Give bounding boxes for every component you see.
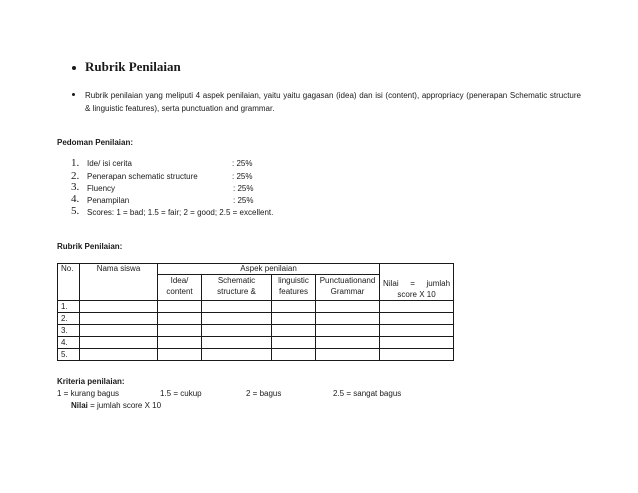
cell-nilai: [380, 325, 454, 337]
subheader-line: features: [279, 287, 308, 297]
cell-nilai: [380, 301, 454, 313]
kriteria-item: 2 = bagus: [246, 389, 282, 398]
header-no: No.: [58, 264, 80, 301]
list-item-label: Penerapan schematic structure: [87, 172, 198, 181]
cell-score: [316, 325, 380, 337]
cell-score: [316, 301, 380, 313]
row-number: 2.: [58, 313, 80, 325]
list-item-label: Scores: 1 = bad; 1.5 = fair; 2 = good; 2.5 = excellent.: [87, 208, 274, 217]
cell-score: [272, 313, 316, 325]
cell-nilai: [380, 337, 454, 349]
subheader-punctuation-grammar: [316, 275, 380, 301]
list-item-label: Penampilan: [87, 196, 130, 205]
kriteria-nilai-formula: = jumlah score X 10: [87, 401, 162, 410]
header-nilai: [380, 264, 454, 301]
cell-score: [316, 337, 380, 349]
cell-nama: [80, 337, 158, 349]
cell-nama: [80, 349, 158, 361]
cell-score: [202, 349, 272, 361]
nilai-jumlah: jumlah: [426, 279, 451, 288]
header-nama-siswa: Nama siswa: [80, 264, 158, 301]
bullet-dot: [72, 66, 76, 70]
list-item-value: : 25%: [232, 159, 253, 168]
subheader-line: content: [166, 287, 193, 297]
cell-nama: [80, 301, 158, 313]
cell-nama: [80, 325, 158, 337]
kriteria-title: Kriteria penilaian:: [57, 377, 125, 386]
list-number: 3.: [71, 181, 80, 193]
cell-score: [158, 349, 202, 361]
list-item-label: Ide/ isi cerita: [87, 159, 132, 168]
subheader-line: Idea/: [170, 276, 189, 286]
row-number: 4.: [58, 337, 80, 349]
list-number: 4.: [71, 193, 80, 205]
cell-nilai: [380, 349, 454, 361]
subheader-idea-content: [158, 275, 202, 301]
subheader-line: Grammar: [330, 287, 365, 297]
subheader-line: Schematic: [217, 276, 256, 286]
section-heading-rubrik: Rubrik Penilaian: [85, 59, 181, 74]
list-item-label: Fluency: [87, 184, 116, 193]
table-row: [58, 337, 454, 349]
kriteria-item: 2.5 = sangat bagus: [333, 389, 402, 398]
nilai-equals: =: [410, 279, 415, 288]
cell-score: [316, 349, 380, 361]
cell-score: [202, 301, 272, 313]
cell-score: [202, 337, 272, 349]
header-aspek-penilaian: Aspek penilaian: [158, 264, 380, 275]
list-number: 5.: [71, 205, 80, 217]
row-number: 5.: [58, 349, 80, 361]
rubrik-description: Rubrik penilaian yang meliputi 4 aspek penilaian, yaitu yaitu gagasan (idea) dan isi (content), appropriacy (penerapan Schematic structure & linguistic features), serta punctuation and grammar.: [85, 91, 581, 113]
rubrik-table-title: Rubrik Penilaian:: [57, 242, 123, 251]
nilai-formula-line2: score X 10: [397, 290, 436, 299]
table-row: [58, 301, 454, 313]
cell-score: [158, 313, 202, 325]
cell-score: [158, 301, 202, 313]
cell-nilai: [380, 313, 454, 325]
kriteria-item: 1.5 = cukup: [160, 389, 202, 398]
bullet-dot: [72, 93, 75, 96]
table-row: [58, 313, 454, 325]
cell-score: [202, 313, 272, 325]
cell-score: [158, 337, 202, 349]
subheader-line: Punctuationand: [319, 276, 376, 286]
subheader-linguistic-features: [272, 275, 316, 301]
subheader-schematic-structure: [202, 275, 272, 301]
cell-score: [272, 349, 316, 361]
subheader-line: linguistic: [278, 276, 309, 286]
table-row: [58, 325, 454, 337]
list-item-value: : 25%: [232, 172, 253, 181]
kriteria-nilai-label: Nilai: [71, 401, 88, 410]
cell-score: [316, 313, 380, 325]
pedoman-title: Pedoman Penilaian:: [57, 138, 134, 147]
cell-nama: [80, 313, 158, 325]
cell-score: [272, 337, 316, 349]
kriteria-item: 1 = kurang bagus: [57, 389, 120, 398]
nilai-label: Nilai: [383, 279, 399, 288]
list-item-value: : 25%: [233, 184, 254, 193]
row-number: 1.: [58, 301, 80, 313]
list-number: 1.: [71, 157, 80, 169]
list-item-value: : 25%: [233, 196, 254, 205]
table-row: [58, 349, 454, 361]
cell-score: [202, 325, 272, 337]
subheader-line: structure &: [217, 287, 256, 297]
row-number: 3.: [58, 325, 80, 337]
kriteria-nilai: [71, 401, 161, 410]
cell-score: [272, 301, 316, 313]
list-number: 2.: [71, 170, 80, 182]
cell-score: [272, 325, 316, 337]
rubrik-table: [57, 263, 454, 361]
cell-score: [158, 325, 202, 337]
